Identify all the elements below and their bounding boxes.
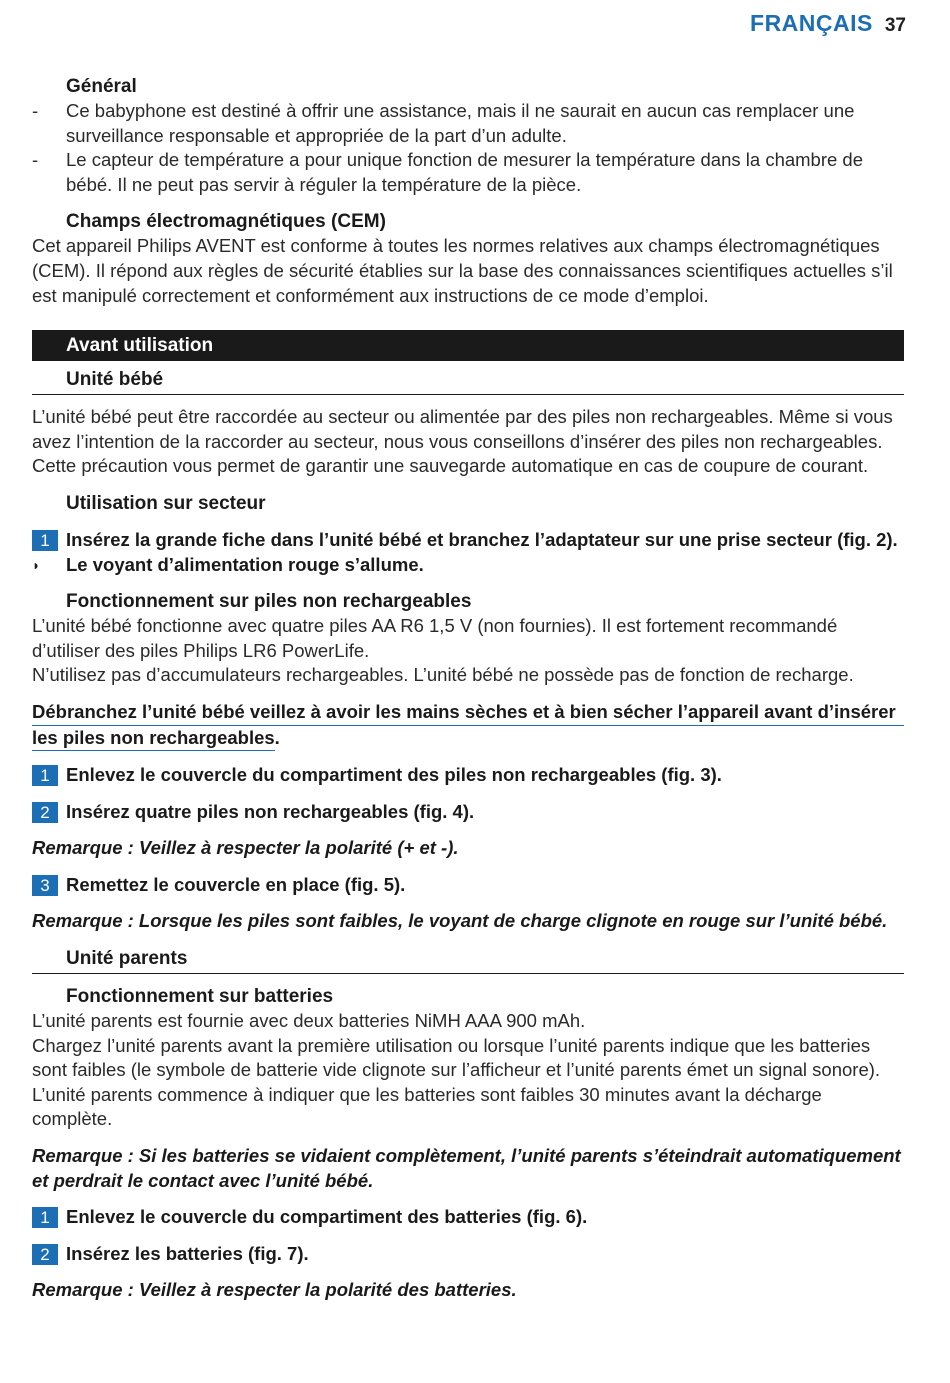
heading-general: Général: [66, 76, 137, 97]
step-number-badge: 3: [32, 875, 58, 896]
result-item: ◗ Le voyant d’alimentation rouge s’allume.: [32, 553, 904, 578]
heading-baby-unit: Unité bébé: [32, 367, 904, 395]
result-arrow-icon: ◗: [32, 556, 41, 573]
step-item: 2 Insérez les batteries (fig. 7).: [32, 1242, 904, 1267]
note-polarity: Remarque : Veillez à respecter la polarité (+ et -).: [32, 837, 459, 859]
step-number-badge: 1: [32, 530, 58, 551]
note-low-battery: Remarque : Lorsque les piles sont faibles, le voyant de charge clignote en rouge sur l’unité bébé.: [32, 910, 888, 932]
step-number-badge: 2: [32, 802, 58, 823]
step-number-badge: 1: [32, 765, 58, 786]
step-item: 1 Insérez la grande fiche dans l’unité bébé et branchez l’adaptateur sur une prise secteur (fig. 2).: [32, 528, 904, 553]
list-item: - Ce babyphone est destiné à offrir une assistance, mais il ne saurait en aucun cas remplacer une surveillance responsable et appropriée de la part d’un adulte.: [32, 100, 855, 146]
page-content: [32, 74, 904, 1303]
page-header: [750, 10, 906, 37]
warning-line: les piles non rechargeables: [32, 726, 275, 752]
heading-rechargeable: Fonctionnement sur batteries: [66, 986, 334, 1008]
language-label: FRANÇAIS: [750, 10, 873, 36]
heading-cem: Champs électromagnétiques (CEM): [66, 211, 386, 233]
warning-block: Débranchez l’unité bébé veillez à avoir les mains sèches et à bien sécher l’appareil avant d’insérer les piles non rechargeables.: [32, 700, 904, 751]
heading-nonrechargeable: Fonctionnement sur piles non rechargeables: [66, 591, 472, 613]
step-number-badge: 1: [32, 1207, 58, 1228]
section-title-bar: Avant utilisation: [32, 330, 904, 361]
paragraph-battery-info: L’unité bébé fonctionne avec quatre piles AA R6 1,5 V (non fournies). Il est fortement recommandé d’utiliser des piles Philips LR6 PowerLife.: [32, 615, 838, 661]
paragraph-baby-unit: L’unité bébé peut être raccordée au secteur ou alimentée par des piles non rechargeables. Même si vous avez l’intention de la raccorder au secteur, nous vous conseillons d’insérer des piles non rechargeables. Cette précaution vous permet de garantir une sauvegarde automatique en cas de coupure de courant.: [32, 406, 893, 477]
paragraph-cem: Cet appareil Philips AVENT est conforme à toutes les normes relatives aux champs électromagnétiques (CEM). Il répond aux règles de sécurité établies sur la base des connaissances scientifiques actuelles s’il est manipulé correctement et conformément aux instructions de ce mode d’emploi.: [32, 235, 893, 306]
heading-parent-unit: Unité parents: [32, 946, 904, 974]
step-item: 1 Enlevez le couvercle du compartiment des piles non rechargeables (fig. 3).: [32, 763, 904, 788]
page-number: 37: [884, 15, 906, 36]
warning-line: Débranchez l’unité bébé veillez à avoir les mains sèches et à bien sécher l’appareil avant d’insérer: [32, 700, 904, 726]
list-item: - Le capteur de température a pour unique fonction de mesurer la température dans la chambre de bébé. Il ne peut pas servir à réguler la température de la pièce.: [32, 149, 864, 195]
note-battery-polarity: Remarque : Veillez à respecter la polarité des batteries.: [32, 1279, 517, 1301]
paragraph-parent-batteries: L’unité parents est fournie avec deux batteries NiMH AAA 900 mAh.: [32, 1010, 586, 1032]
step-item: 3 Remettez le couvercle en place (fig. 5).: [32, 873, 904, 898]
step-item: 2 Insérez quatre piles non rechargeables (fig. 4).: [32, 800, 904, 825]
step-number-badge: 2: [32, 1244, 58, 1265]
heading-mains: Utilisation sur secteur: [66, 492, 266, 514]
paragraph-charge-info: Chargez l’unité parents avant la première utilisation ou lorsque l’unité parents indique que les batteries sont faibles (le symbole de batterie vide clignote sur l’afficheur et l’unité parents émet un signal sonore). L’unité parents commence à indiquer que les batteries sont faibles 30 minutes avant la décharge complète.: [32, 1034, 881, 1130]
step-item: 1 Enlevez le couvercle du compartiment des batteries (fig. 6).: [32, 1205, 904, 1230]
paragraph-no-accumulators: N’utilisez pas d’accumulateurs rechargeables. L’unité bébé ne possède pas de fonction de recharge.: [32, 664, 854, 686]
note-empty-batteries: Remarque : Si les batteries se vidaient complètement, l’unité parents s’éteindrait automatiquement et perdrait le contact avec l’unité bébé.: [32, 1145, 901, 1191]
